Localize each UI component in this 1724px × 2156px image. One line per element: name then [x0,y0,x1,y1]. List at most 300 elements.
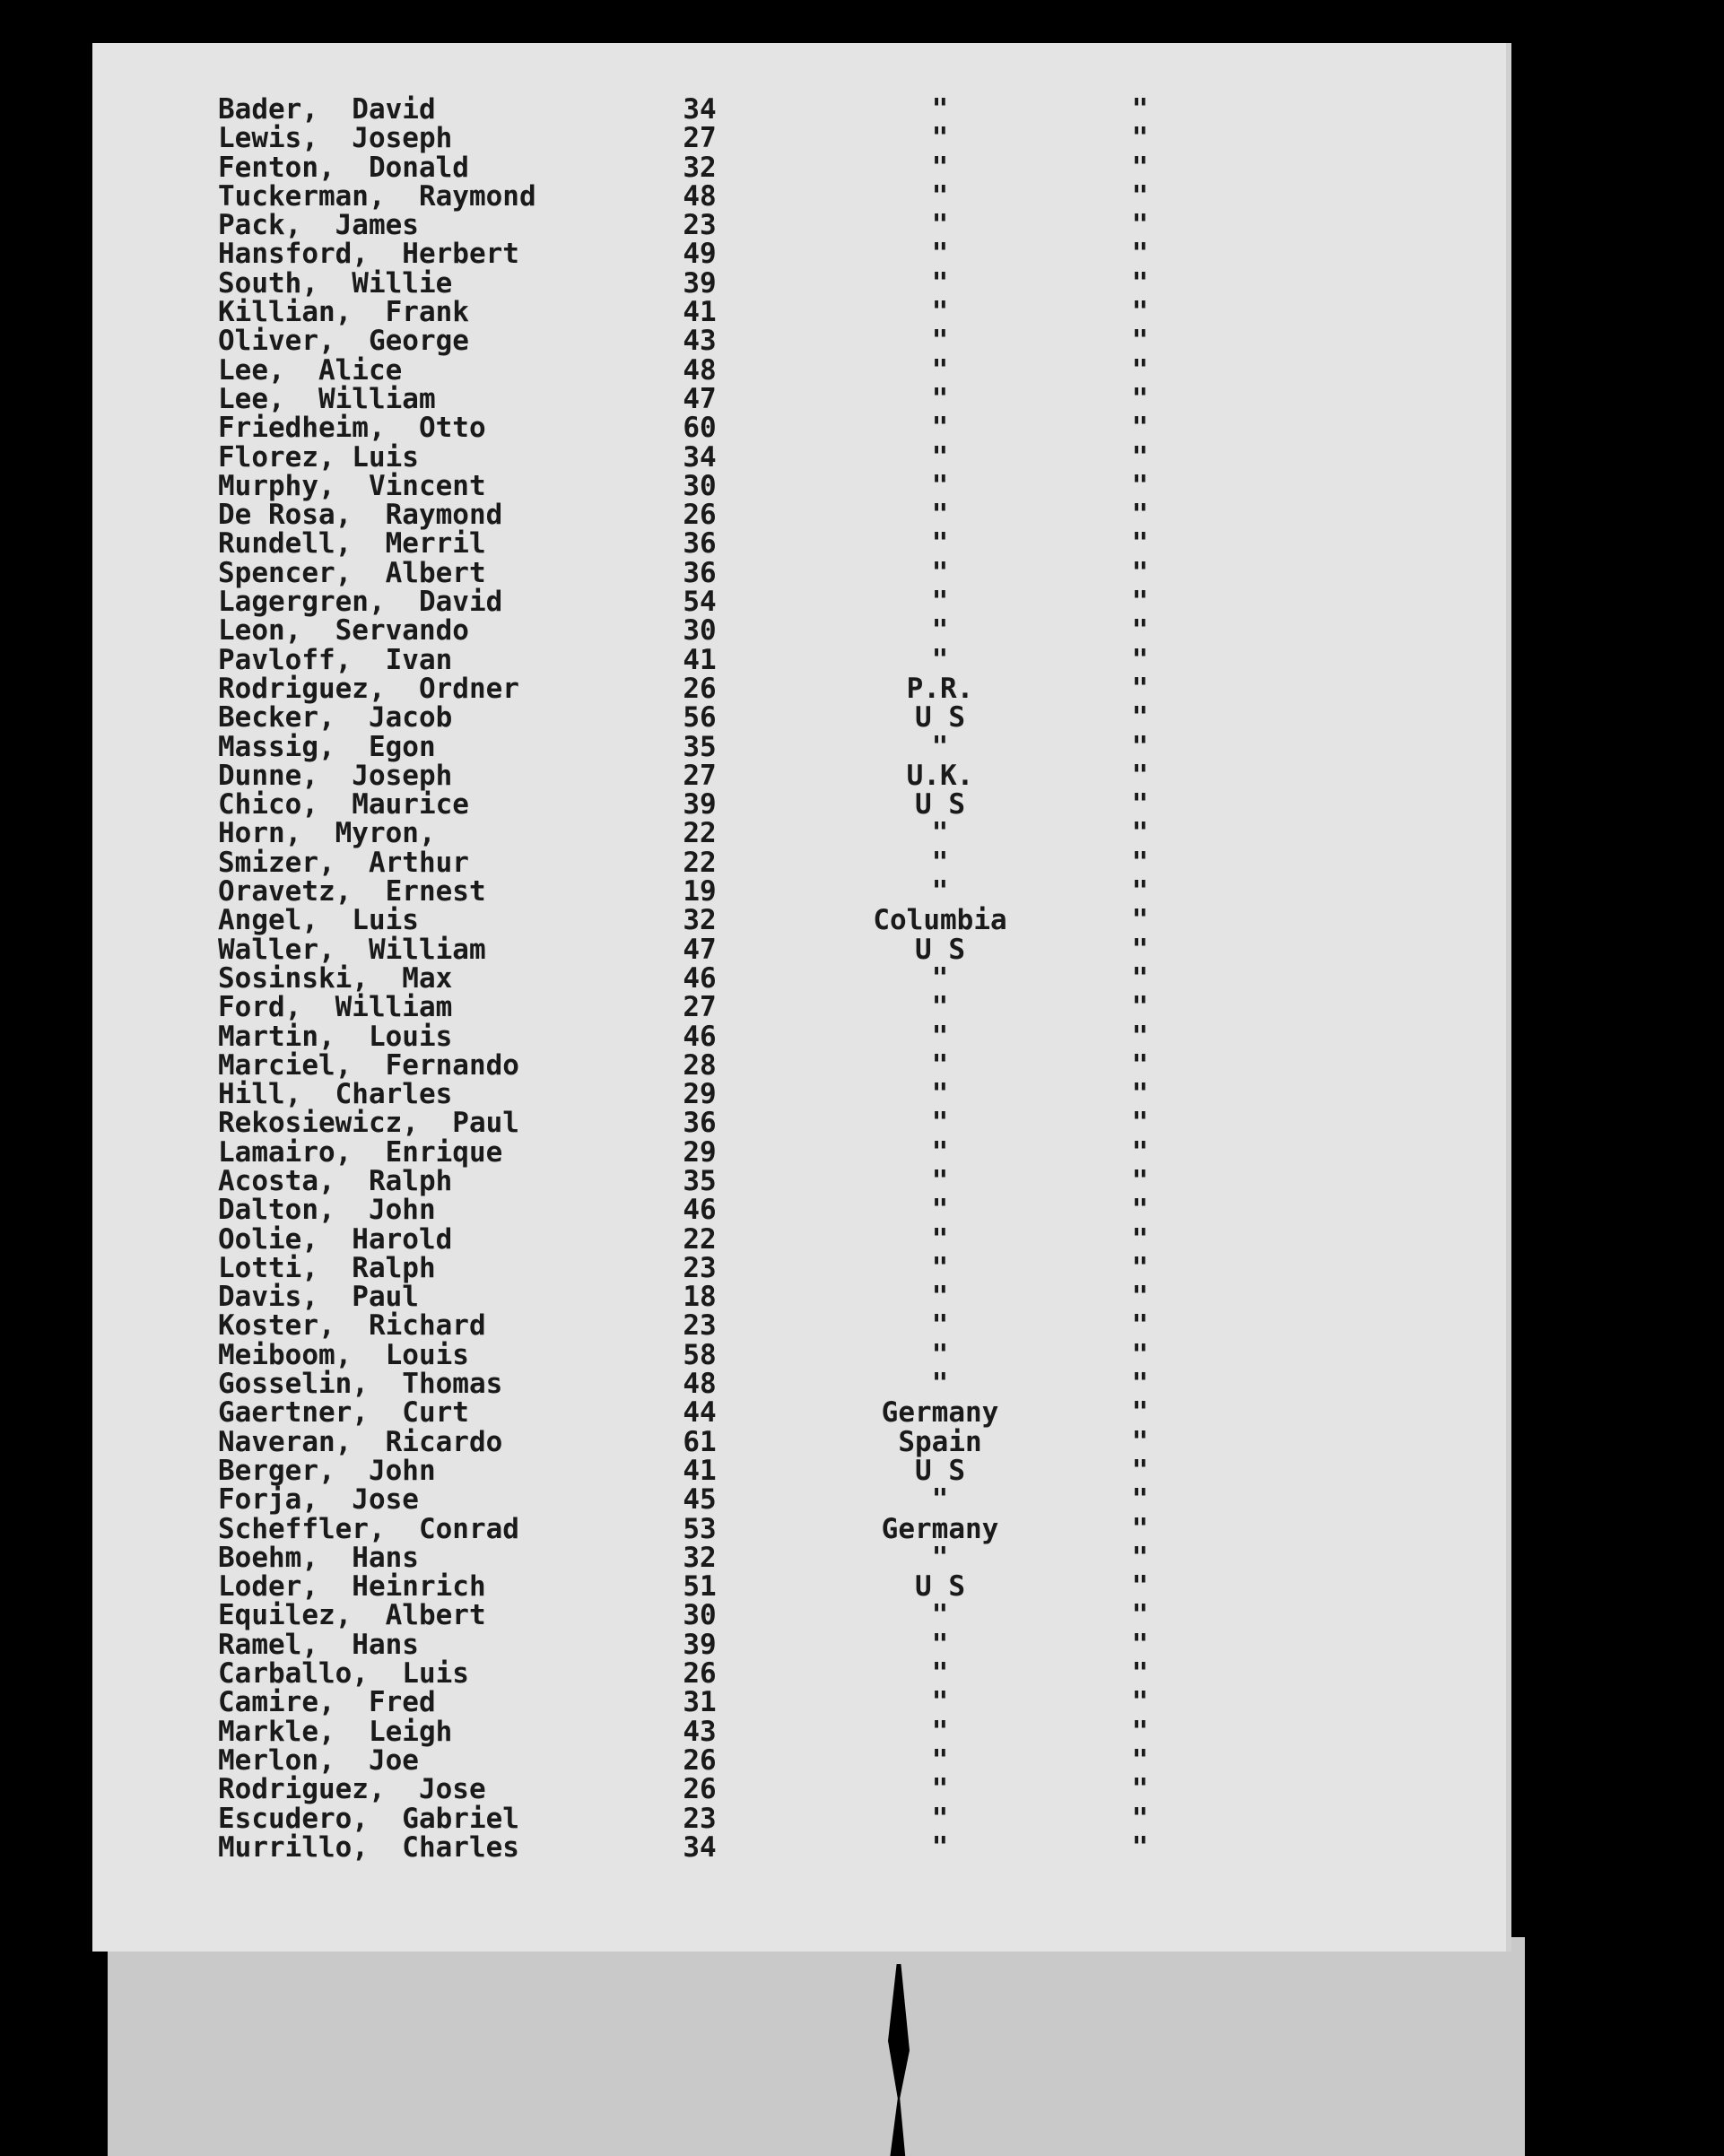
place-cell: Germany [881,1396,999,1430]
place-cell: " [931,1686,949,1719]
list-row [92,266,1506,300]
name-cell: Ramel, Hans [218,1628,419,1661]
name-cell: Meiboom, Louis [218,1338,469,1371]
list-row [92,1022,1506,1051]
age-cell: 22 [683,817,717,850]
age-cell: 47 [683,933,717,966]
list-row [92,614,1506,648]
name-cell: Forja, Jose [218,1483,419,1517]
ditto-cell: " [1131,1338,1149,1371]
place-cell: " [931,817,949,850]
age-cell: 39 [683,1628,717,1661]
place-cell: " [931,1107,949,1140]
list-row [92,499,1506,532]
age-cell: 34 [683,1830,717,1864]
age-cell: 45 [683,1483,717,1517]
place-cell: " [931,1078,949,1111]
list-row [92,1512,1506,1545]
ditto-cell: " [1131,151,1149,184]
list-row [92,586,1506,619]
age-cell: 39 [683,788,717,822]
place-cell: " [931,846,949,879]
place-cell: " [931,1309,949,1343]
name-cell: Marciel, Fernando [218,1048,519,1082]
place-cell: Columbia [873,904,1007,937]
ditto-cell: " [1131,1222,1149,1256]
ditto-cell: " [1131,93,1149,126]
name-cell: Naveran, Ricardo [218,1425,503,1458]
age-cell: 23 [683,209,717,242]
name-cell: Markle, Leigh [218,1715,453,1748]
place-cell: U S [915,1570,965,1604]
name-cell: Leon, Servando [218,614,469,648]
name-cell: Horn, Myron, [218,817,436,850]
list-row [92,1743,1506,1777]
name-cell: Spencer, Albert [218,556,486,589]
ditto-cell: " [1131,672,1149,705]
name-cell: Pack, James [218,209,419,242]
place-cell: " [931,586,949,619]
ditto-cell: " [1131,1425,1149,1458]
name-cell: Lotti, Ralph [218,1251,436,1284]
list-row [92,1135,1506,1169]
ditto-cell: " [1131,1715,1149,1748]
ditto-cell: " [1131,1164,1149,1197]
underlying-sheet [108,1937,1525,2156]
age-cell: 41 [683,296,717,329]
age-cell: 48 [683,1368,717,1401]
list-row [92,179,1506,213]
list-row [92,961,1506,995]
name-cell: Lee, William [218,382,436,415]
age-cell: 36 [683,1107,717,1140]
place-cell: " [931,209,949,242]
age-cell: 54 [683,586,717,619]
place-cell: " [931,1628,949,1661]
ditto-cell: " [1131,1194,1149,1227]
name-cell: Gosselin, Thomas [218,1368,503,1401]
name-cell: Dunne, Joseph [218,759,453,792]
name-cell: Pavloff, Ivan [218,643,453,676]
age-cell: 19 [683,875,717,908]
list-row [92,848,1506,877]
name-cell: Camire, Fred [218,1686,436,1719]
place-cell: " [931,93,949,126]
age-cell: 46 [683,1194,717,1227]
name-cell: Equilez, Albert [218,1599,486,1632]
list-row [92,95,1506,124]
place-cell: " [931,1773,949,1806]
name-cell: Waller, William [218,933,486,966]
ditto-cell: " [1131,1135,1149,1169]
ditto-cell: " [1131,266,1149,300]
name-cell: Sosinski, Max [218,961,453,995]
age-cell: 48 [683,353,717,387]
list-row [92,1775,1506,1804]
ditto-cell: " [1131,817,1149,850]
age-cell: 18 [683,1281,717,1314]
list-row [92,1570,1506,1604]
list-row [92,819,1506,848]
age-cell: 34 [683,93,717,126]
name-cell: Angel, Luis [218,904,419,937]
list-row [92,1164,1506,1197]
age-cell: 23 [683,1251,717,1284]
ditto-cell: " [1131,499,1149,532]
ditto-cell: " [1131,179,1149,213]
name-cell: Rundell, Merril [218,527,486,561]
ditto-cell: " [1131,1743,1149,1777]
place-cell: U S [915,788,965,822]
age-cell: 56 [683,701,717,735]
list-row [92,325,1506,358]
age-cell: 43 [683,325,717,358]
place-cell: U.K. [906,759,974,792]
name-cell: Smizer, Arthur [218,846,469,879]
age-cell: 41 [683,1454,717,1487]
ditto-cell: " [1131,1830,1149,1864]
place-cell: " [931,1715,949,1748]
list-row [92,761,1506,790]
name-cell: Rodriguez, Jose [218,1773,486,1806]
place-cell: " [931,325,949,358]
place-cell: " [931,614,949,648]
name-cell: Martin, Louis [218,1020,453,1053]
name-cell: De Rosa, Raymond [218,499,503,532]
age-cell: 41 [683,643,717,676]
ditto-cell: " [1131,238,1149,271]
place-cell: " [931,556,949,589]
age-cell: 23 [683,1309,717,1343]
list-row [92,730,1506,763]
place-cell: " [931,353,949,387]
place-cell: U S [915,701,965,735]
list-row [92,153,1506,182]
list-row [92,1368,1506,1401]
ditto-cell: " [1131,933,1149,966]
name-cell: Oolie, Harold [218,1222,453,1256]
place-cell: " [931,1048,949,1082]
list-row [92,1078,1506,1111]
ditto-cell: " [1131,1107,1149,1140]
name-cell: Tuckerman, Raymond [218,179,536,213]
list-row [92,1804,1506,1833]
name-cell: Koster, Richard [218,1309,486,1343]
list-row [92,1194,1506,1227]
name-cell: Oravetz, Ernest [218,875,486,908]
list-row [92,1657,1506,1691]
ditto-cell: " [1131,1078,1149,1111]
list-row [92,353,1506,387]
age-cell: 35 [683,1164,717,1197]
ditto-cell: " [1131,412,1149,445]
place-cell: " [931,1743,949,1777]
name-cell: South, Willie [218,266,453,300]
name-cell: Murphy, Vincent [218,469,486,502]
ditto-cell: " [1131,556,1149,589]
name-cell: Merlon, Joe [218,1743,419,1777]
name-cell: Scheffler, Conrad [218,1512,519,1545]
ditto-cell: " [1131,1454,1149,1487]
age-cell: 48 [683,179,717,213]
name-cell: Lamairo, Enrique [218,1135,503,1169]
age-cell: 32 [683,1541,717,1574]
age-cell: 27 [683,991,717,1024]
list-row [92,1830,1506,1864]
place-cell: " [931,179,949,213]
name-cell: Boehm, Hans [218,1541,419,1574]
name-cell: Acosta, Ralph [218,1164,453,1197]
list-row [92,1717,1506,1746]
age-cell: 29 [683,1135,717,1169]
age-cell: 53 [683,1512,717,1545]
name-cell: Massig, Egon [218,730,436,763]
age-cell: 46 [683,961,717,995]
place-cell: " [931,1483,949,1517]
ditto-cell: " [1131,382,1149,415]
list-row [92,440,1506,474]
age-cell: 22 [683,846,717,879]
name-cell: Chico, Maurice [218,788,469,822]
ditto-cell: " [1131,325,1149,358]
ditto-cell: " [1131,643,1149,676]
ditto-cell: " [1131,1483,1149,1517]
place-cell: " [931,1657,949,1691]
place-cell: " [931,122,949,155]
ditto-cell: " [1131,1251,1149,1284]
ditto-cell: " [1131,527,1149,561]
place-cell: " [931,1368,949,1401]
list-row [92,1601,1506,1630]
document-page [92,43,1511,1952]
place-cell: " [931,1222,949,1256]
ditto-cell: " [1131,1570,1149,1604]
place-cell: " [931,1164,949,1197]
list-row [92,412,1506,445]
name-cell: Dalton, John [218,1194,436,1227]
ditto-cell: " [1131,440,1149,474]
list-row [92,1107,1506,1140]
ditto-cell: " [1131,961,1149,995]
age-cell: 60 [683,412,717,445]
place-cell: " [931,1135,949,1169]
place-cell: " [931,991,949,1024]
ditto-cell: " [1131,1657,1149,1691]
place-cell: " [931,1338,949,1371]
place-cell: " [931,643,949,676]
ditto-cell: " [1131,1368,1149,1401]
ditto-cell: " [1131,788,1149,822]
place-cell: Spain [898,1425,982,1458]
ditto-cell: " [1131,1281,1149,1314]
place-cell: " [931,730,949,763]
age-cell: 26 [683,672,717,705]
name-cell: Carballo, Luis [218,1657,469,1691]
ditto-cell: " [1131,759,1149,792]
age-cell: 26 [683,1743,717,1777]
list-row [92,469,1506,502]
name-cell: Hansford, Herbert [218,238,519,271]
place-cell: " [931,1020,949,1053]
place-cell: " [931,238,949,271]
ditto-cell: " [1131,209,1149,242]
ditto-cell: " [1131,1396,1149,1430]
name-cell: Rekosiewicz, Paul [218,1107,519,1140]
list-row [92,1048,1506,1082]
age-cell: 30 [683,1599,717,1632]
name-cell: Rodriguez, Ordner [218,672,519,705]
age-cell: 30 [683,614,717,648]
place-cell: " [931,961,949,995]
place-cell: " [931,1251,949,1284]
list-row [92,935,1506,964]
name-cell: Fenton, Donald [218,151,469,184]
age-cell: 49 [683,238,717,271]
place-cell: " [931,469,949,502]
ditto-cell: " [1131,353,1149,387]
name-cell: Bader, David [218,93,436,126]
name-cell: Lee, Alice [218,353,403,387]
list-row [92,122,1506,155]
place-cell: " [931,266,949,300]
name-cell: Ford, William [218,991,453,1024]
age-cell: 32 [683,904,717,937]
place-cell: " [931,1802,949,1835]
list-row [92,1251,1506,1284]
age-cell: 26 [683,499,717,532]
list-row [92,991,1506,1024]
ditto-cell: " [1131,1541,1149,1574]
age-cell: 36 [683,527,717,561]
list-row [92,1483,1506,1517]
list-row [92,527,1506,561]
ditto-cell: " [1131,469,1149,502]
list-row [92,1630,1506,1659]
list-row [92,1688,1506,1717]
age-cell: 35 [683,730,717,763]
age-cell: 27 [683,122,717,155]
place-cell: " [931,1194,949,1227]
list-row [92,296,1506,329]
name-cell: Escudero, Gabriel [218,1802,519,1835]
age-cell: 51 [683,1570,717,1604]
name-cell: Loder, Heinrich [218,1570,486,1604]
ditto-cell: " [1131,730,1149,763]
list-row [92,1396,1506,1430]
list-row [92,382,1506,415]
ditto-cell: " [1131,991,1149,1024]
list-row [92,906,1506,935]
age-cell: 26 [683,1773,717,1806]
list-row [92,701,1506,735]
age-cell: 46 [683,1020,717,1053]
ditto-cell: " [1131,1802,1149,1835]
age-cell: 28 [683,1048,717,1082]
age-cell: 32 [683,151,717,184]
name-cell: Friedheim, Otto [218,412,486,445]
ditto-cell: " [1131,904,1149,937]
ditto-cell: " [1131,1512,1149,1545]
ditto-cell: " [1131,122,1149,155]
name-cell: Lewis, Joseph [218,122,453,155]
ditto-cell: " [1131,296,1149,329]
age-cell: 22 [683,1222,717,1256]
place-cell: " [931,499,949,532]
name-cell: Berger, John [218,1454,436,1487]
name-cell: Hill, Charles [218,1078,453,1111]
place-cell: " [931,412,949,445]
age-cell: 29 [683,1078,717,1111]
list-row [92,643,1506,676]
list-row [92,238,1506,271]
place-cell: " [931,527,949,561]
age-cell: 26 [683,1657,717,1691]
ditto-cell: " [1131,1686,1149,1719]
age-cell: 58 [683,1338,717,1371]
place-cell: " [931,1830,949,1864]
place-cell: " [931,1541,949,1574]
list-row [92,1543,1506,1572]
name-cell: Becker, Jacob [218,701,453,735]
place-cell: " [931,382,949,415]
age-cell: 39 [683,266,717,300]
ditto-cell: " [1131,1309,1149,1343]
name-cell: Oliver, George [218,325,469,358]
place-cell: " [931,296,949,329]
place-cell: U S [915,933,965,966]
list-row [92,1338,1506,1371]
place-cell: P.R. [906,672,974,705]
place-cell: " [931,151,949,184]
place-cell: " [931,440,949,474]
ditto-cell: " [1131,586,1149,619]
age-cell: 44 [683,1396,717,1430]
place-cell: Germany [881,1512,999,1545]
list-row [92,1281,1506,1314]
list-row [92,788,1506,822]
list-row [92,1456,1506,1485]
name-cell: Davis, Paul [218,1281,419,1314]
list-row [92,1222,1506,1256]
ditto-cell: " [1131,875,1149,908]
ditto-cell: " [1131,1628,1149,1661]
age-cell: 27 [683,759,717,792]
age-cell: 23 [683,1802,717,1835]
list-row [92,877,1506,906]
list-row [92,674,1506,703]
place-cell: " [931,1599,949,1632]
place-cell: " [931,875,949,908]
name-cell: Lagergren, David [218,586,503,619]
age-cell: 61 [683,1425,717,1458]
ditto-cell: " [1131,1773,1149,1806]
ditto-cell: " [1131,1020,1149,1053]
age-cell: 47 [683,382,717,415]
age-cell: 31 [683,1686,717,1719]
age-cell: 36 [683,556,717,589]
name-cell: Killian, Frank [218,296,469,329]
place-cell: " [931,1281,949,1314]
age-cell: 30 [683,469,717,502]
name-cell: Gaertner, Curt [218,1396,469,1430]
age-cell: 34 [683,440,717,474]
name-cell: Murrillo, Charles [218,1830,519,1864]
list-row [92,1425,1506,1458]
age-cell: 43 [683,1715,717,1748]
ditto-cell: " [1131,1599,1149,1632]
ditto-cell: " [1131,701,1149,735]
list-row [92,1309,1506,1343]
